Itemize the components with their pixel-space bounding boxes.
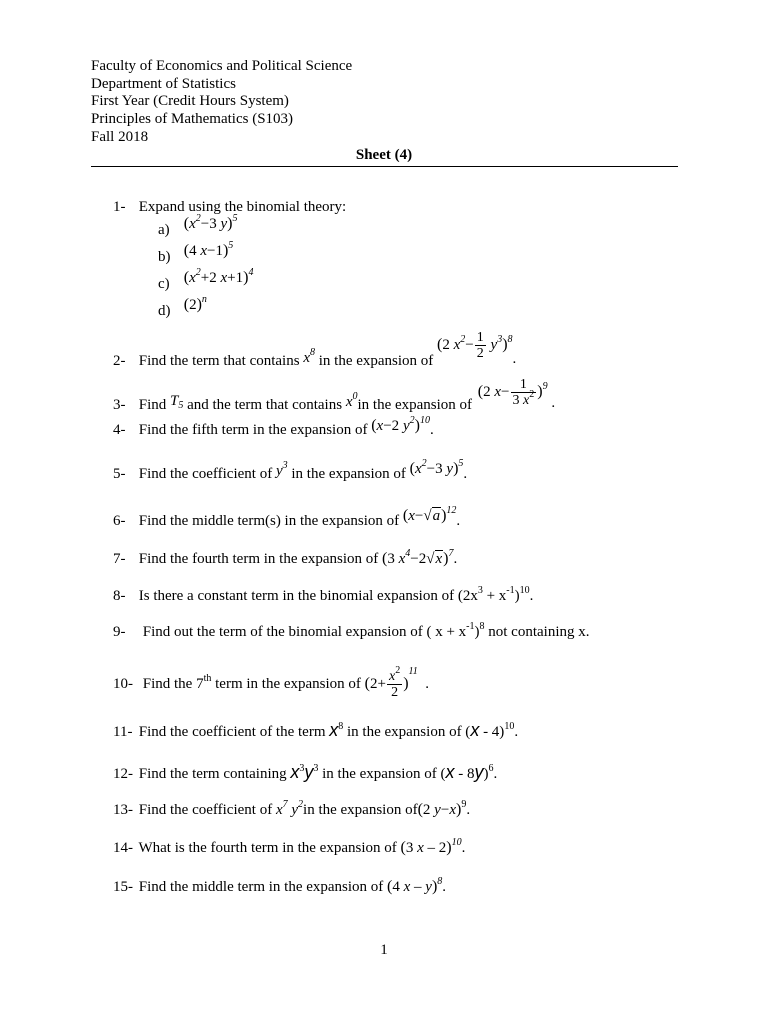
question-11: 11- Find the coefficient of the term $x^8$ in the expansion of (x - 4)$^{10}$. [113, 720, 519, 740]
course-line: Principles of Mathematics (S103) [91, 111, 294, 128]
formula: ($x^2-3$ y)$^5$ [183, 213, 238, 232]
formula-term: $x^8$ [303, 346, 315, 366]
question-1b [158, 240, 234, 266]
formula-term: x [445, 762, 455, 782]
question-text: Expand using the binomial theory: [138, 199, 347, 215]
formula-term: $x^7$ $y^2$ [275, 799, 304, 818]
question-15: 15- Find the middle term in the expansion of (4 x – y)$^8$. [113, 876, 447, 895]
question-text: in the expansion of ( [322, 766, 446, 782]
question-1a [158, 213, 238, 239]
question-number: 13- [113, 802, 133, 818]
formula: $(x-√a)^{12}$ [402, 505, 457, 524]
question-1 [113, 199, 346, 216]
question-text: Find the term that contains [138, 352, 300, 369]
question-text: ) [514, 588, 520, 604]
question-13: 13- Find the coefficient of $x^7$ $y^2in$ the expansion of(2 y−x)$^9$. [113, 799, 471, 818]
question-9: 9- Find out the term of the binomial expansion of ( $x + x^{-1})^8$ not containing x. [113, 621, 590, 640]
title-divider [91, 166, 678, 167]
question-5: 5- Find the coefficient of $y^3$ in the expansion of ($x^2-3$ y)$^5$. [113, 458, 468, 482]
question-6: 6- Find the middle term(s) in the expansion of $(x-√a)^{12}$. [113, 505, 461, 529]
question-text: Find the coefficient of [138, 466, 273, 482]
question-text: in the expansion of [303, 802, 418, 818]
question-text: - 4) [479, 724, 505, 740]
question-number: 4- [113, 422, 126, 438]
formula: (2+ $\frac{x^2}{2}$ )$^{11}$ [364, 665, 418, 700]
question-text: Find the 7 [142, 675, 204, 692]
sheet-title: Sheet (4) [355, 147, 413, 163]
question-number: 1- [113, 199, 126, 215]
question-10: 10- Find the 7th term in the expansion of (2+ $\frac{x^2}{2}$ )$^{11}$ . [113, 665, 430, 700]
item-label: d) [158, 303, 171, 319]
question-12: 12- Find the term containing $x^3y^3$ in the expansion of (x - 8y)$^6$. [113, 762, 498, 782]
item-label: b) [158, 249, 171, 265]
question-3: 3- Find $T_5$ and the term that contains $x^0in$ the expansion of (2 x− $\frac{1}{3 x^2}$ )$^9$ . [113, 377, 556, 413]
question-text: . [529, 588, 534, 604]
question-text: Is there a constant term in the binomial expansion of (2x [138, 588, 478, 604]
question-text: Find the coefficient of [138, 802, 273, 818]
question-text: ) [483, 766, 489, 782]
question-4: 4- Find the fifth term in the expansion of (x−2 $y^2)^{10}$. [113, 415, 434, 438]
question-number: 11- [113, 724, 133, 740]
question-text: not containing x. [484, 624, 590, 640]
question-number: 12- [113, 766, 133, 782]
question-text: in the expansion of [291, 466, 406, 482]
formula: $(2)^n$ [183, 294, 207, 313]
question-8: 8- Is there a constant term in the binomial expansion of $(2x^3 + x^{-1})^{10}$. [113, 585, 534, 604]
question-text: Find [138, 396, 167, 413]
year-line: First Year (Credit Hours System) [91, 93, 289, 110]
formula: (3 $x^4-2√x)^7$ [382, 548, 454, 567]
question-text: - 8 [454, 766, 475, 782]
question-number: 9- [113, 624, 126, 640]
question-14: 14- What is the fourth term in the expansion of (3 x – 2)$^{10}$. [113, 837, 466, 856]
page-number: 1 [380, 942, 388, 958]
question-text: ) [474, 624, 480, 640]
question-1d [158, 294, 207, 320]
question-number: 3- [113, 396, 126, 413]
question-number: 15- [113, 879, 133, 895]
question-1c [158, 267, 254, 293]
question-number: 7- [113, 551, 126, 567]
formula: (2 x− $\frac{1}{3 x^2}$ )$^9$ [477, 377, 548, 408]
term-line: Fall 2018 [91, 128, 149, 145]
formula-term: x [290, 762, 300, 782]
question-text: Find out the term of the binomial expansion of ( x + x [142, 624, 467, 640]
formula-term: $T_5$ [170, 392, 184, 411]
formula: (3 x – 2)$^{10}$ [400, 837, 462, 856]
formula: (2 $x^2-$ $\frac{1}{2}$ $y^3)^8$ [437, 330, 513, 361]
formula: (4 x – y)$^8$ [387, 876, 443, 895]
question-number: 2- [113, 352, 126, 369]
question-text: What is the fourth term in the expansion of [138, 840, 397, 856]
question-text: Find the term containing [138, 766, 287, 782]
item-label: c) [158, 276, 170, 292]
formula: (x−2 $y^2)^{10}$ [371, 415, 430, 434]
question-text: Find the fifth term in the expansion of [138, 422, 368, 438]
formula: (2 y−x) [417, 801, 462, 818]
question-text: + x [482, 588, 507, 604]
document-header [91, 58, 352, 147]
formula: ($x^2+2$ x+1)$^4$ [183, 267, 254, 286]
question-number: 10- [113, 675, 133, 692]
department-line: Department of Statistics [91, 75, 236, 92]
question-text: Find the fourth term in the expansion of [138, 551, 379, 567]
question-text: in the expansion of ( [347, 724, 471, 740]
formula-term: x [470, 720, 480, 740]
question-text: and the term that contains [187, 396, 343, 413]
formula-term: $y^3$ [275, 460, 288, 479]
question-text: Find the coefficient of the term [138, 724, 326, 740]
question-number: 14- [113, 840, 133, 856]
formula: ($x^2-3$ y)$^5$ [409, 458, 464, 477]
question-number: 6- [113, 513, 126, 529]
question-text: in the expansion of [318, 352, 434, 369]
formula: (4 x−1)$^5$ [183, 240, 234, 259]
faculty-line: Faculty of Economics and Political Science [91, 58, 353, 74]
question-2: 2- Find the term that contains $x^8$ in the expansion of (2 $x^2-$ $\frac{1}{2}$ $y^3)^8$. [113, 330, 517, 369]
formula-term: $x^0$ [345, 390, 358, 410]
question-text: Find the middle term(s) in the expansion of [138, 513, 400, 529]
question-text: Find the middle term in the expansion of [138, 879, 384, 895]
question-number: 8- [113, 588, 126, 604]
question-text: . [514, 724, 519, 740]
question-7: 7- Find the fourth term in the expansion of (3 $x^4-2√x)^7$. [113, 548, 458, 567]
question-text: term in the expansion of [215, 675, 361, 692]
question-text: in the expansion of [357, 396, 473, 413]
question-text: . [493, 766, 498, 782]
formula-term: x [329, 720, 339, 740]
question-number: 5- [113, 466, 126, 482]
item-label: a) [158, 222, 170, 238]
